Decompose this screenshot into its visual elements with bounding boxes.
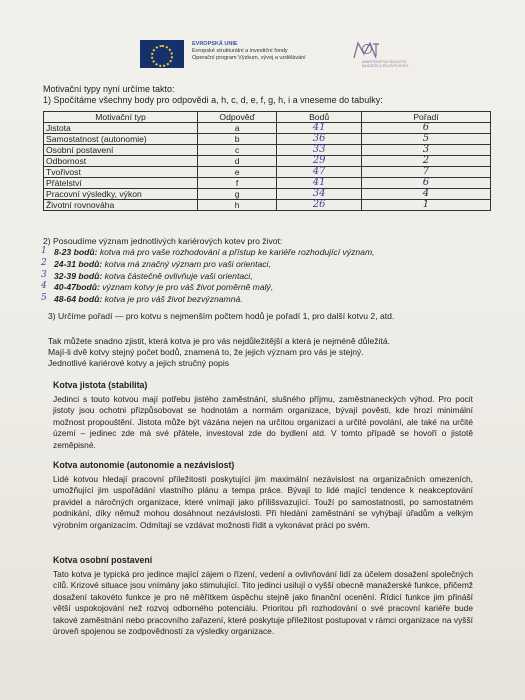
scoring-rule: 40-47bodů: význam kotvy je pro váš život poměrně malý, [54,282,274,293]
scoring-rule: 32-39 bodů: kotva částečně ovlivňuje vaši orientaci, [54,270,253,281]
answer-cell: e [198,167,277,178]
step-3-text: 3) Určíme pořadí — pro kotvu s nejmenším počtem hodů je pořadí 1, pro další kotvu 2, atd. [48,311,395,321]
points-cell: 29 [277,156,362,167]
answer-cell: d [198,156,277,167]
type-cell: Osobní postavení [44,145,198,156]
msmt-logo-text: MINISTERSTVO ŠKOLSTVÍ, MLÁDEŽE A TĚLOVÝCHOVY [362,60,409,68]
anchor-section-status [53,555,473,638]
table-row [44,200,491,211]
rank-cell: 6 [361,123,490,134]
answer-cell: h [198,200,277,211]
section-heading: Kotva osobní postavení [53,555,153,565]
section-heading: Kotva autonomie (autonomie a nezávislost) [53,460,235,470]
column-header: Motivační typ [44,112,198,123]
section-heading: Kotva jistota (stabilita) [53,380,148,390]
points-cell: 26 [277,200,362,211]
type-cell: Pracovní výsledky, výkon [44,189,198,200]
type-cell: Tvořivost [44,167,198,178]
type-cell: Životní rovnováha [44,200,198,211]
scoring-rule: 8-23 bodů: kotva má pro vaše rozhodování a přístup ke kariéře rozhodující význam, [54,247,375,257]
table-row [44,178,491,189]
section-text: Tato kotva je typická pro jedince mající zájem o řízení, vedení a ovlivňování lidí za účelem dosažení společných cílů. Krizové situace jsou vnímány jako stimulující. Tito jedinci usilují o vyšší obecně manažerské funkce, přičemž dosažení takovéto funkce je pro ně měřítkem úspěchu stejně jako finanční ocenění. Řídicí funkce jim přináší větší uspokojování než rozvoj odborného potenciálu. Prioritou při rozhodování o své pracovní kariéře bude takové zaměstnání nebo pracovního zařazení, které poskytuje příležitost postupovat v rámci organizace na vyšší úroveň spojenou se zodpovědností za výsledky organizace. [53,568,473,636]
table-row [44,134,491,145]
points-cell: 41 [277,123,362,134]
scoring-rule: 48-64 bodů: kotva je pro váš život bezvýznamná. [54,294,243,305]
answer-cell: g [198,189,277,200]
table-row [44,156,491,167]
rank-cell: 5 [361,134,490,145]
table-row [44,189,491,200]
rank-cell: 4 [361,189,490,200]
points-cell: 41 [277,178,362,189]
rank-cell: 2 [361,156,490,167]
section-text: Lidé kotvou hledají pracovní příležitosti poskytující jim maximální nezávislost na organizačních omezeních, umožňující jim uspořádání vlastního plánu a tempa práce. Bývají to lidé mající tendence k neakceptování pravidel a náročných organizace, které vnímají jako přílišsvazující. Touží po samostatnosti, po samostatném podnikání, díky němuž mohou dosáhnout nezávislosti. Při hledání zaměstnání se vyhýbají úřadům a velkým výrobním organizacím. Odmítají se vzdávat možnosti řídit a vykonávat práci po svém. [53,473,473,530]
answer-cell: c [198,145,277,156]
type-cell: Odbornost [44,156,198,167]
section-text: Jedinci s touto kotvou mají potřebu jistého zaměstnání, slušného příjmu, zaměstnaneckých výhod. Pro pocit jistoty jsou ochotni přizpůsobovat se hodnotám a normám organizace, bývají pověsti, kde hrozí minimální možnost propouštění. Jistota může být vázána nejen na určitou organizaci a určité povolání, ale také na určité území – jedinec zde má své přátele, investoval zde do bydlení atd. V tomto případě se hovoří o jistotě zeměpisné. [53,393,473,450]
rank-cell: 1 [361,200,490,211]
answer-cell: a [198,123,277,134]
rank-cell: 6 [361,178,490,189]
points-cell: 34 [277,189,362,200]
scoring-rule: 24-31 bodů: kotva má značný význam pro vaši orientaci, [54,258,271,269]
answer-cell: f [198,178,277,189]
column-header: Pořadí [361,112,490,123]
handwritten-numbers: 1 2 3 4 5 [41,246,47,304]
column-header: Bodů [277,112,362,123]
msmt-logo [352,40,422,70]
section-2-title: 2) Posoudíme význam jednotlivých kariérových kotev pro život: [43,236,283,246]
eu-logo-text: EVROPSKÁ UNIE Evropské strukturální a investiční fondy Operační program Výzkum, vývoj a vzdělávání [192,41,306,61]
eu-flag-logo [140,40,184,68]
rank-cell: 3 [361,145,490,156]
anchor-section-autonomy [53,460,473,531]
rank-cell: 7 [361,167,490,178]
answer-cell: b [198,134,277,145]
table-header-row [44,112,491,123]
column-header: Odpověď [198,112,277,123]
type-cell: Jistota [44,123,198,134]
anchor-section-stability [53,380,473,451]
table-row [44,145,491,156]
table-row [44,167,491,178]
intro-text: Motivační typy nyní určíme takto: 1) Spočítáme všechny body pro odpovědi a, h, c, d, e, f, g, h, i a vneseme do tabulky: [43,84,383,105]
explanation-text: Tak můžete snadno zjistit, která kotva je pro vás nejdůležitější a která je nejméně důležitá. Mají-li dvě kotvy stejný počet bodů, znamená to, že jejich význam pro vás je stejný. Jednotlivé kariérové kotvy a jejich stručný popis [48,336,391,368]
points-cell: 36 [277,134,362,145]
scoring-rules [54,247,375,306]
type-cell: Samostatnost (autonomie) [44,134,198,145]
type-cell: Přátelství [44,178,198,189]
page-header [140,40,440,70]
motivation-table [43,111,491,211]
points-cell: 33 [277,145,362,156]
points-cell: 47 [277,167,362,178]
table-row [44,123,491,134]
